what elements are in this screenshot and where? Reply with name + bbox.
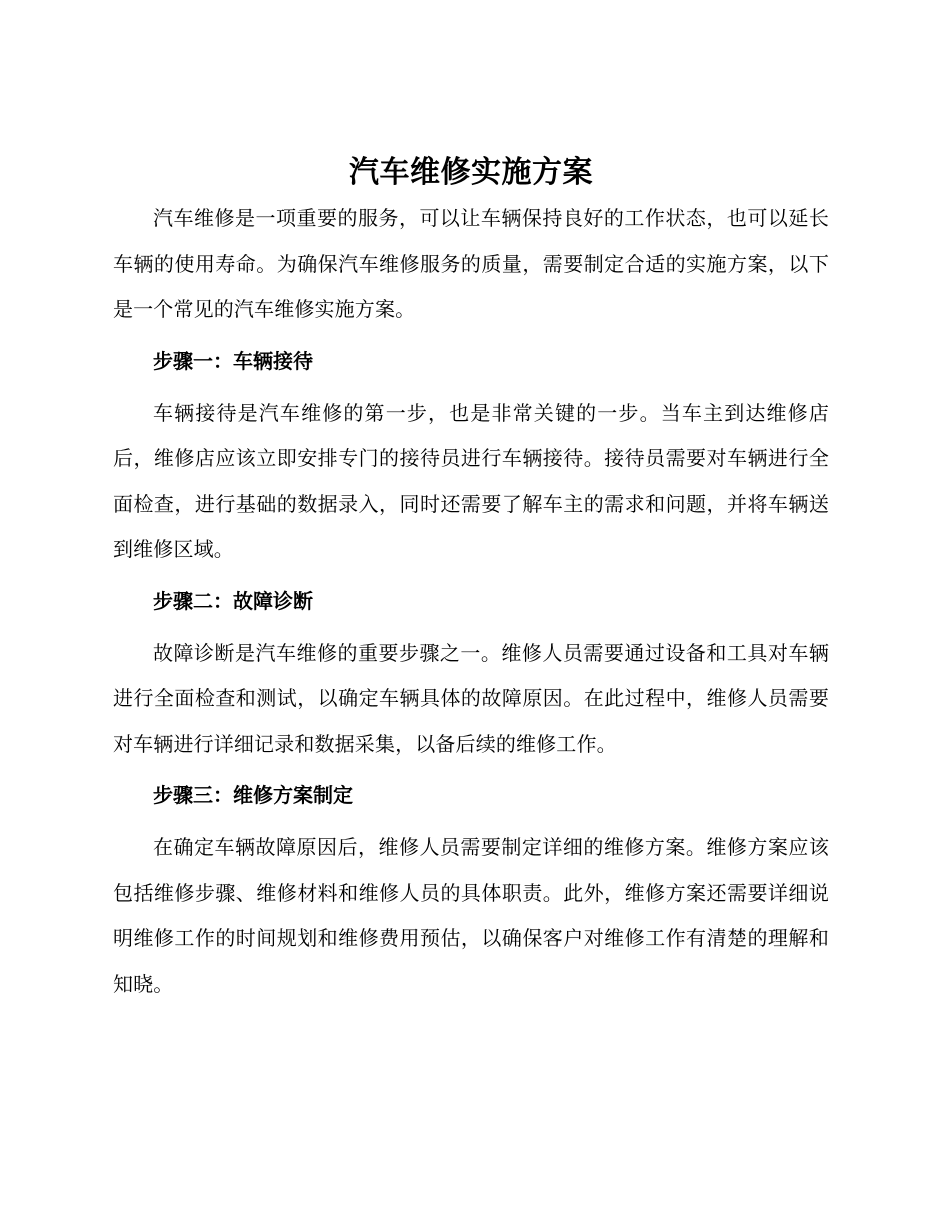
step-3-heading: 步骤三：维修方案制定 <box>153 783 353 807</box>
step-1-body: 车辆接待是汽车维修的第一步，也是非常关键的一步。当车主到达维修店后，维修店应该立即安排专门的接待员进行车辆接待。接待员需要对车辆进行全面检查，进行基础的数据录入，同时还需要了解车主的需求和问题，并将车辆送到维修区域。 <box>113 400 829 561</box>
step-2-body: 故障诊断是汽车维修的重要步骤之一。维修人员需要通过设备和工具对车辆进行全面检查和测试，以确定车辆具体的故障原因。在此过程中，维修人员需要对车辆进行详细记录和数据采集，以备后续的维修工作。 <box>113 640 829 756</box>
intro-paragraph: 汽车维修是一项重要的服务，可以让车辆保持良好的工作状态，也可以延长车辆的使用寿命。为确保汽车维修服务的质量，需要制定合适的实施方案，以下是一个常见的汽车维修实施方案。 <box>113 206 829 321</box>
step-1-heading: 步骤一：车辆接待 <box>153 348 313 373</box>
document-title: 汽车维修实施方案 <box>349 155 593 190</box>
document-body <box>113 150 829 1007</box>
step-3-body: 在确定车辆故障原因后，维修人员需要制定详细的维修方案。维修方案应该包括维修步骤、维修材料和维修人员的具体职责。此外，维修方案还需要详细说明维修工作的时间规划和维修费用预估，以确保客户对维修工作有清楚的理解和知晓。 <box>113 835 829 996</box>
step-2-heading: 步骤二：故障诊断 <box>153 588 313 613</box>
